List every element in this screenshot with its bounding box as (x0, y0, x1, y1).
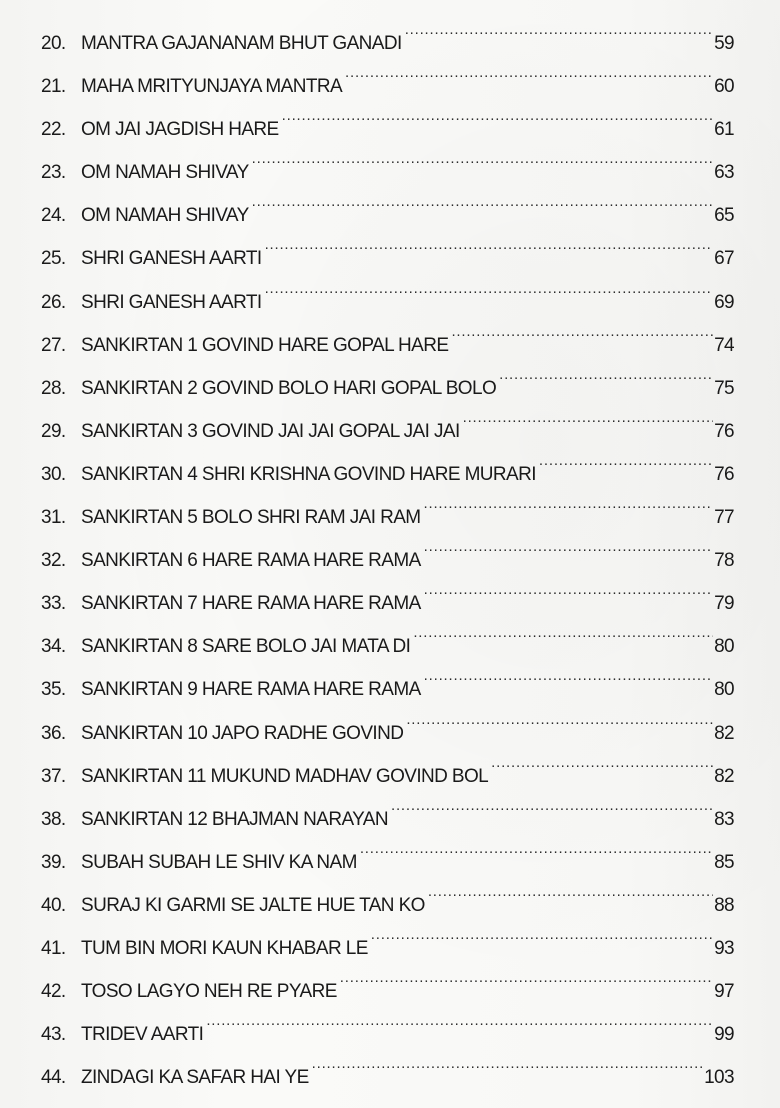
entry-number: 38. (41, 808, 66, 830)
dot-leader (406, 696, 713, 739)
entry-title: SANKIRTAN 9 HARE RAMA HARE RAMA (81, 679, 421, 701)
entry-number: 43. (41, 1024, 66, 1046)
entry-number: 24. (41, 205, 66, 227)
entry-number: 33. (41, 593, 66, 615)
dot-leader (424, 480, 713, 523)
entry-title: SHRI GANESH AARTI (81, 291, 262, 313)
entry-title: SANKIRTAN 11 MUKUND MADHAV GOVIND BOL (81, 765, 489, 787)
dot-leader (282, 92, 713, 135)
dot-leader (371, 911, 713, 954)
entry-number: 25. (41, 248, 66, 270)
entry-page-number: 77 (714, 507, 734, 529)
entry-page-number: 74 (714, 334, 734, 356)
entry-page-number: 97 (714, 981, 734, 1003)
entry-page-number: 59 (714, 33, 734, 54)
entry-number: 21. (41, 76, 66, 98)
entry-title: OM NAMAH SHIVAY (81, 162, 249, 184)
entry-title: SANKIRTAN 4 SHRI KRISHNA GOVIND HARE MURARI (81, 463, 536, 485)
entry-title: MAHA MRITYUNJAYA MANTRA (81, 76, 343, 98)
dot-leader (413, 609, 713, 652)
entry-number: 31. (41, 507, 66, 529)
entry-title: OM NAMAH SHIVAY (81, 205, 249, 227)
entry-page-number: 78 (714, 550, 734, 572)
entry-number: 37. (41, 765, 66, 787)
dot-leader (252, 178, 713, 221)
dot-leader (499, 351, 713, 394)
entry-page-number: 60 (714, 76, 734, 98)
entry-title: SANKIRTAN 1 GOVIND HARE GOPAL HARE (81, 334, 449, 356)
entry-page-number: 69 (714, 291, 734, 313)
entry-page-number: 65 (714, 205, 734, 227)
entry-title: SHRI GANESH AARTI (81, 248, 262, 270)
entry-number: 40. (41, 894, 66, 916)
entry-title: TUM BIN MORI KAUN KHABAR LE (81, 937, 368, 959)
entry-number: 44. (41, 1067, 66, 1089)
entry-page-number: 103 (704, 1067, 734, 1089)
dot-leader (206, 997, 713, 1040)
dot-leader (312, 1040, 703, 1083)
entry-title: SANKIRTAN 8 SARE BOLO JAI MATA DI (81, 636, 411, 658)
entry-page-number: 75 (714, 377, 734, 399)
entry-page-number: 99 (714, 1024, 734, 1046)
entry-page-number: 67 (714, 248, 734, 270)
entry-number: 34. (41, 636, 66, 658)
entry-title: SANKIRTAN 3 GOVIND JAI JAI GOPAL JAI JAI (81, 420, 460, 442)
entry-number: 29. (41, 420, 66, 442)
entry-title: SANKIRTAN 10 JAPO RADHE GOVIND (81, 722, 404, 744)
dot-leader (424, 652, 713, 695)
dot-leader (265, 221, 713, 264)
dot-leader (463, 394, 713, 437)
dot-leader (405, 6, 713, 49)
dot-leader (360, 825, 713, 868)
entry-page-number: 85 (714, 851, 734, 873)
entry-number: 28. (41, 377, 66, 399)
entry-title: SANKIRTAN 6 HARE RAMA HARE RAMA (81, 550, 421, 572)
entry-title: ZINDAGI KA SAFAR HAI YE (81, 1067, 309, 1089)
entry-number: 22. (41, 119, 66, 141)
entry-title: MANTRA GAJANANAM BHUT GANADI (81, 33, 402, 54)
entry-page-number: 79 (714, 593, 734, 615)
entry-number: 35. (41, 679, 66, 701)
entry-number: 27. (41, 334, 66, 356)
entry-title: SURAJ KI GARMI SE JALTE HUE TAN KO (81, 894, 425, 916)
entry-title: SANKIRTAN 7 HARE RAMA HARE RAMA (81, 593, 421, 615)
entry-number: 30. (41, 463, 66, 485)
entry-page-number: 80 (714, 679, 734, 701)
entry-title: OM JAI JAGDISH HARE (81, 119, 279, 141)
entry-page-number: 82 (714, 765, 734, 787)
entry-number: 20. (41, 33, 66, 54)
entry-page-number: 61 (714, 119, 734, 141)
entry-page-number: 93 (714, 937, 734, 959)
entry-number: 32. (41, 550, 66, 572)
entry-number: 39. (41, 851, 66, 873)
entry-number: 23. (41, 162, 66, 184)
entry-title: SANKIRTAN 5 BOLO SHRI RAM JAI RAM (81, 507, 421, 529)
entry-page-number: 76 (714, 463, 734, 485)
entry-page-number: 88 (714, 894, 734, 916)
dot-leader (252, 135, 713, 178)
entry-page-number: 82 (714, 722, 734, 744)
entry-title: SANKIRTAN 12 BHAJMAN NARAYAN (81, 808, 388, 830)
dot-leader (345, 49, 713, 92)
toc-entry-20[interactable] (41, 6, 734, 54)
dot-leader (491, 739, 713, 782)
table-of-contents (41, 6, 734, 1089)
dot-leader (424, 566, 713, 609)
dot-leader (391, 782, 713, 825)
entry-title: TRIDEV AARTI (81, 1024, 204, 1046)
dot-leader (451, 308, 713, 351)
entry-number: 42. (41, 981, 66, 1003)
entry-page-number: 63 (714, 162, 734, 184)
entry-page-number: 76 (714, 420, 734, 442)
entry-number: 36. (41, 722, 66, 744)
entry-number: 26. (41, 291, 66, 313)
entry-title: TOSO LAGYO NEH RE PYARE (81, 981, 337, 1003)
entry-page-number: 80 (714, 636, 734, 658)
dot-leader (265, 265, 713, 308)
dot-leader (539, 437, 713, 480)
entry-page-number: 83 (714, 808, 734, 830)
entry-title: SUBAH SUBAH LE SHIV KA NAM (81, 851, 357, 873)
entry-title: SANKIRTAN 2 GOVIND BOLO HARI GOPAL BOLO (81, 377, 497, 399)
entry-number: 41. (41, 937, 66, 959)
dot-leader (424, 523, 713, 566)
dot-leader (340, 954, 713, 997)
dot-leader (428, 868, 713, 911)
